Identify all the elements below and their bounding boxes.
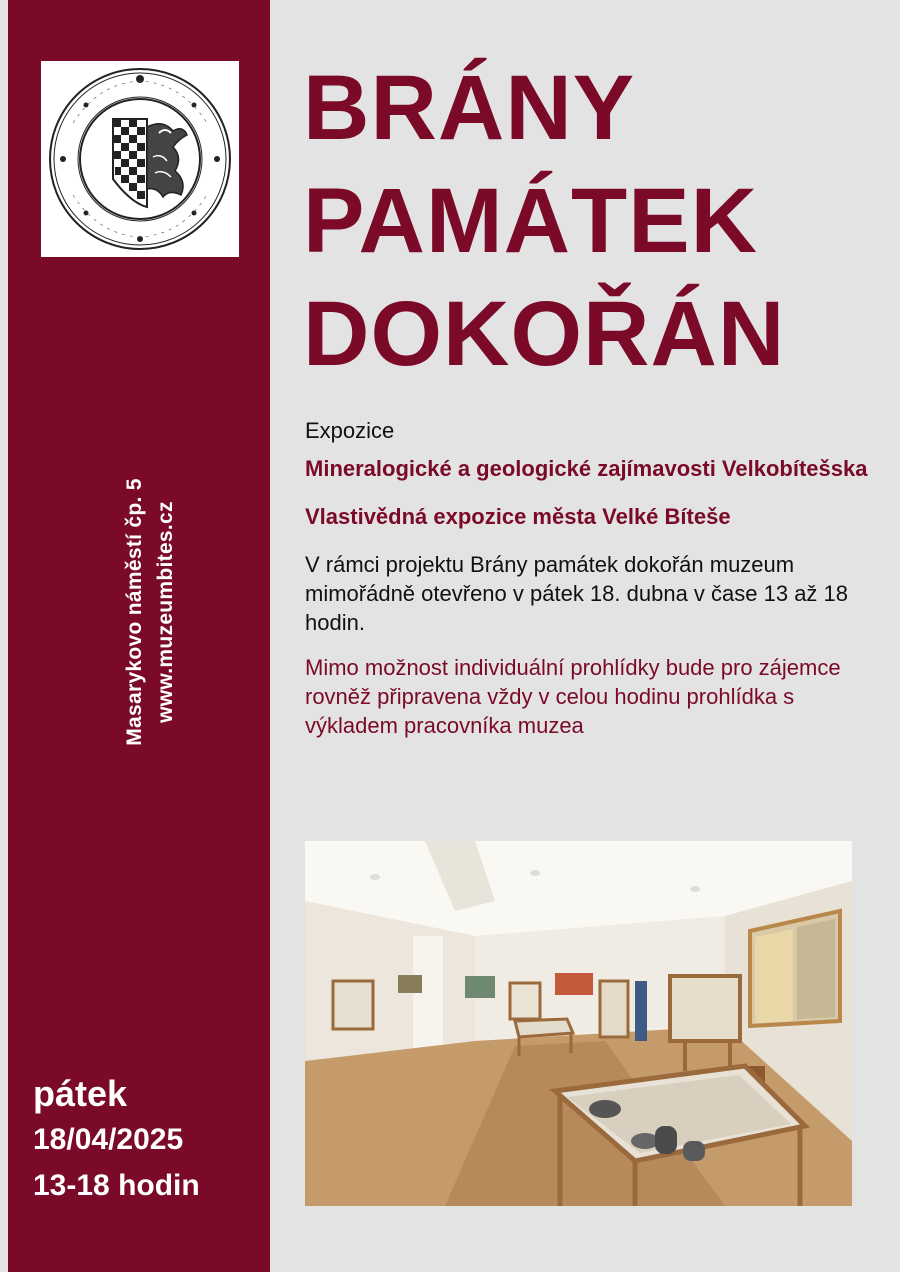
page-title bbox=[303, 52, 785, 391]
event-description: V rámci projektu Brány památek dokořán muzeum mimořádně otevřeno v pátek 18. dubna v čase 13 až 18 hodin. bbox=[305, 552, 849, 635]
exhibit-local-history: Vlastivědná expozice města Velké Bíteše bbox=[305, 504, 731, 529]
event-day: pátek bbox=[33, 1073, 128, 1114]
address: Masarykovo náměstí čp. 5 bbox=[123, 478, 146, 746]
section-label: Expozice bbox=[305, 418, 395, 443]
title-line-2: PAMÁTEK bbox=[303, 170, 759, 272]
seal-icon bbox=[41, 61, 239, 257]
website-link[interactable]: www.muzeumbites.cz bbox=[154, 501, 177, 723]
title-line-3: DOKOŘÁN bbox=[303, 283, 786, 385]
exhibition-photo bbox=[305, 841, 852, 1206]
title-line-1: BRÁNY bbox=[303, 57, 636, 159]
page-frame bbox=[0, 0, 8, 1272]
event-hours: 13-18 hodin bbox=[33, 1169, 200, 1202]
exhibit-mineralogical: Mineralogické a geologické zajímavosti Velkobítešska bbox=[305, 456, 868, 481]
exhibition-hall-image bbox=[305, 841, 852, 1206]
museum-logo bbox=[41, 61, 239, 257]
guided-tour-note: Mimo možnost individuální prohlídky bude pro zájemce rovněž připravena vždy v celou hodinu prohlídka s výkladem pracovníka muzea bbox=[305, 655, 841, 738]
main-content bbox=[305, 418, 885, 740]
contact-info bbox=[119, 478, 181, 746]
event-date bbox=[33, 1072, 200, 1208]
event-date-value: 18/04/2025 bbox=[33, 1123, 184, 1156]
